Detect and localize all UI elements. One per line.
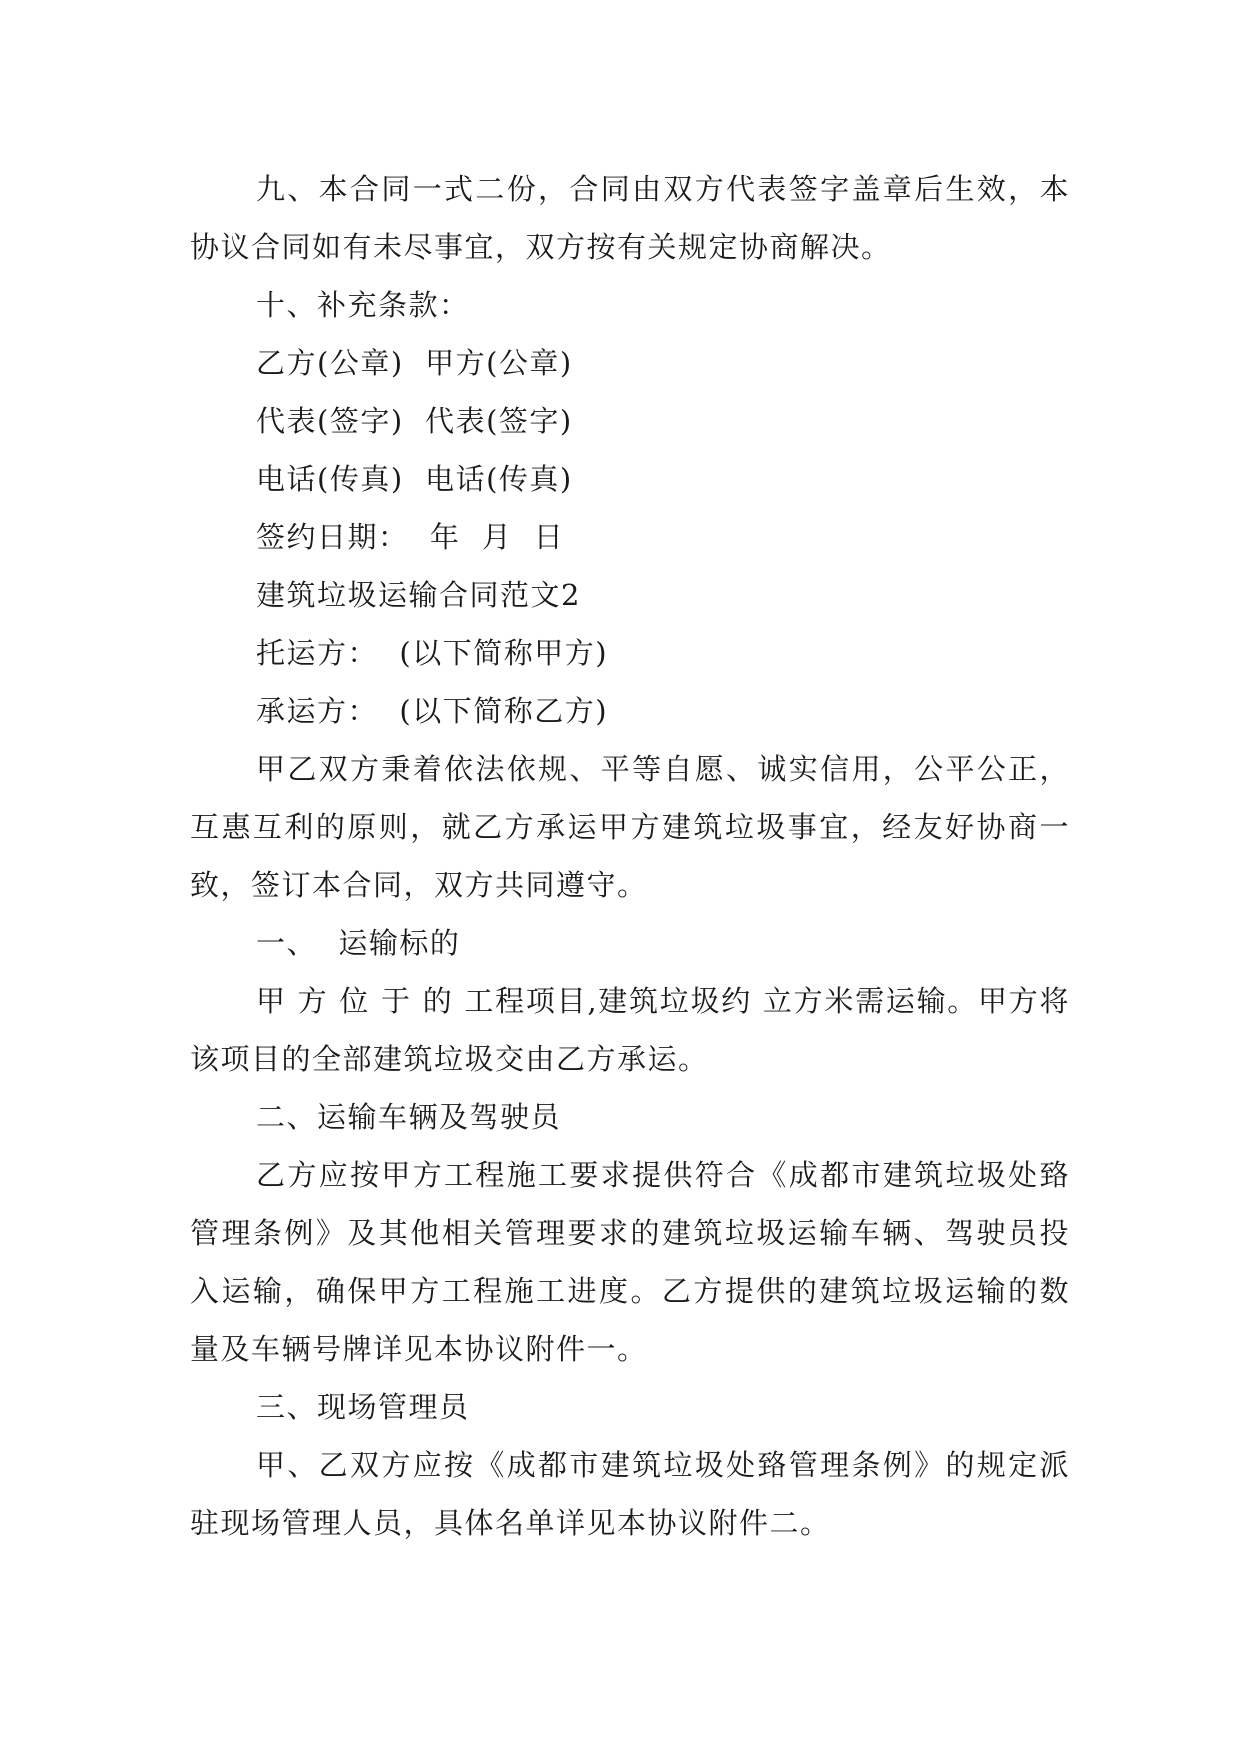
article-two-body: 乙方应按甲方工程施工要求提供符合《成都市建筑垃圾处臵管理条例》及其他相关管理要求的建筑垃圾运输车辆、驾驶员投入运输，确保甲方工程施工进度。乙方提供的建筑垃圾运输的数量及车辆号牌详见本协议附件一。 <box>190 1158 1070 1366</box>
section-title: 建筑垃圾运输合同范文2 <box>256 578 581 612</box>
article-one-heading: 一、 运输标的 <box>256 926 461 960</box>
article-two-heading: 二、运输车辆及驾驶员 <box>256 1100 562 1134</box>
signature-seal-line: 乙方(公章) 甲方(公章) <box>256 346 573 380</box>
preamble-paragraph: 甲乙双方秉着依法依规、平等自愿、诚实信用，公平公正，互惠互利的原则，就乙方承运甲方建筑垃圾事宜，经友好协商一致，签订本合同，双方共同遵守。 <box>190 752 1070 902</box>
signature-representative-line: 代表(签字) 代表(签字) <box>256 404 573 438</box>
clause-ten-heading: 十、补充条款： <box>256 288 470 322</box>
document-body <box>190 160 1070 1552</box>
carrier-line: 承运方： (以下简称乙方) <box>256 694 609 728</box>
clause-nine: 九、本合同一式二份，合同由双方代表签字盖章后生效，本协议合同如有未尽事宜，双方按有关规定协商解决。 <box>190 172 1070 264</box>
signature-phone-line: 电话(传真) 电话(传真) <box>256 462 573 496</box>
article-three-body: 甲、乙双方应按《成都市建筑垃圾处臵管理条例》的规定派驻现场管理人员，具体名单详见本协议附件二。 <box>190 1448 1070 1540</box>
article-one-body: 甲 方 位 于 的 工程项目,建筑垃圾约 立方米需运输。甲方将该项目的全部建筑垃圾交由乙方承运。 <box>190 984 1070 1076</box>
article-three-heading: 三、现场管理员 <box>256 1390 470 1424</box>
shipper-line: 托运方： (以下简称甲方) <box>256 636 609 670</box>
signing-date-line: 签约日期： 年 月 日 <box>256 520 565 554</box>
